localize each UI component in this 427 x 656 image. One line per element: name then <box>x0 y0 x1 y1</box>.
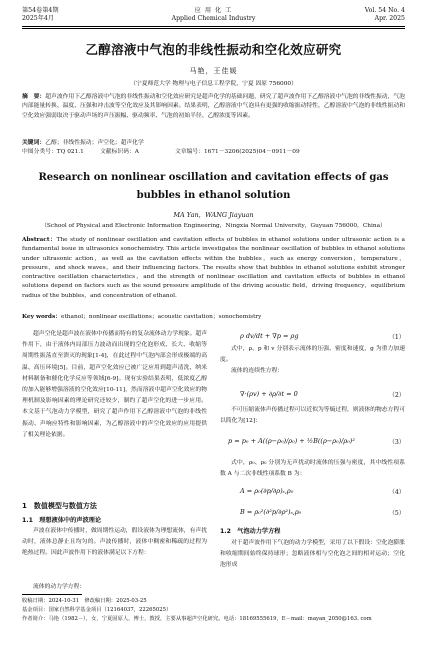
section-1-2-heading: 1.2 气泡动力学方程 <box>220 528 281 535</box>
cn-abstract-label: 摘 要： <box>22 94 46 100</box>
equation-1-number: （1） <box>388 334 405 341</box>
cn-article-id: 文章编号：1671－3206(2025)04－0911－09 <box>175 149 300 155</box>
en-title-line-1: Research on nonlinear oscillation and cavitation effects of gas <box>38 172 389 183</box>
header-volume-cn: 第54卷第4期 <box>22 7 59 14</box>
header-date-en: Apr. 2025 <box>374 15 405 22</box>
cn-abstract <box>22 93 405 131</box>
cn-keywords-text: 乙醇；非线性振动；声空化；超声化学 <box>45 140 144 146</box>
section-1-1-heading: 1.1 理想液体中的声波理论 <box>22 517 102 524</box>
continuity-intro: 流体的连续性方程： <box>231 368 284 374</box>
header-journal-en: Applied Chemical Industry <box>171 15 256 22</box>
cn-keywords-label: 关键词： <box>22 140 46 146</box>
right-column-text-2 <box>220 405 405 427</box>
bubble-dynamics-assumptions: 对于超声波作用下气泡的动力学模型，采用了以下假设：空化泡膨胀和收缩期间始终保持球形；忽略液体相与空化泡之间的相对运动；空化泡形成 <box>220 540 405 569</box>
cn-authors: 马艳，王佳媛 <box>189 67 238 75</box>
header-rule-thin <box>22 28 405 29</box>
left-column-lower <box>22 526 207 593</box>
en-abstract-text: The study of nonlinear oscillation and cavitation effects of bubbles in ethanol solutions under ultrasonic action is a fundamental issue in ultrasonics sonochemistry. This article investigates the nonlinear oscillation of bubbles in ethanol solutions under ultrasonic action，as well as the cavitation effects within the bubbles，such as energy conversion，temperature，pressure，and shock waves，and their influencing factors. The results show that bubbles in ethanol solutions exhibit stronger contractive oscillation characteristics，and the strength of nonlinear oscillation and cavitation effects of bubbles in ethanol solutions depend on factors such as the sound pressure amplitude of the driving acoustic field，driving frequency，equilibrium radius of the bubbles，and concentration of ethanol. <box>22 237 405 299</box>
dynamics-equation-intro: 流体的动力学方程： <box>33 584 86 590</box>
en-abstract-label: Abstract： <box>22 237 57 243</box>
equation-1: ρ dv/dt + ∇p = ρg <box>240 332 299 340</box>
equation-2: ∇·(ρv) + ∂ρ/∂t = 0 <box>240 390 298 398</box>
equation-5: B = ρ₀²(∂²p/∂ρ²)ₛ,ρ₀ <box>240 508 302 516</box>
acoustic-theory-paragraph: 声波在液体中传播时，做周期性运动，假设液体为理想流体，有声扰动时，液体总静止且均匀的。声波传播时，液体中稠密和稀疏的过程为绝热过程。因此声波作用下的液体满足以下方程： <box>22 528 207 557</box>
cn-clc: 中图分类号：TQ 021.1 <box>22 149 84 155</box>
intro-paragraph: 超声空化是超声波在液体中传播而特有的复杂流体动力学现象。超声作用下，由于液体内局部压力波动而出现的空化泡形成、长大、收缩等周期性振荡直至溃灭的现象[1-4]，在此过程中气泡内部会形成极端的高温、高压环境[5]。目前，超声空化效应已被广泛应用到超声清洗、纳米材料制备和催化化学反应等领域[6-9]。现有实验结果表明，低浓度乙醇的加入能够增强溶液的空化效应[10-11]，然而溶液中超声空化效应的物理机制及影响因素的理论研究还较少，制约了超声空化的进一步应用。本文基于气泡动力学模型，研究了超声作用下乙醇溶液中气泡的非线性振动、声响应特性和影响因素，为乙醇溶液中的声空化效应的应用提供了相关理论依据。 <box>22 331 207 438</box>
coefficient-explanation: 式中，ρ₀、ρ₀ 分别为无声扰动时流体的压强与密度，其中线性项系数 A 与二次非线性项系数 B 为： <box>220 460 405 478</box>
footnote-fund: 基金项目：国家自然科学基金项目（12164037，22265025） <box>22 607 172 613</box>
equation-5-number: （5） <box>388 510 405 517</box>
footnote-rule <box>22 594 82 595</box>
eq1-explanation: 式中，ρ、p 和 v 分别表示流体的压强、密度和速度，g 为重力加速度。 <box>220 346 405 364</box>
en-keywords-label: Key words： <box>22 314 62 320</box>
section-1-heading: 1 数值模型与数值方法 <box>22 502 97 510</box>
cn-abstract-text: 超声波作用下乙醇溶液中气泡的非线性振动和空化效应研究是超声化学的基础问题，研究了超声波作用下乙醇溶液中气泡的非线性振动，气泡内部能量转换、温度、压强和冲击波等空化效应及其影响因素。结果表明，乙醇溶液中气泡具有更强的收缩振动特性，乙醇溶液中气泡的非线性振动和空化效应强弱取决于驱动声场的声压振幅、驱动频率、气泡的初始半径、乙醇浓度等因素。 <box>22 94 405 119</box>
en-keywords <box>22 313 405 322</box>
en-title <box>0 169 427 205</box>
equation-4: A = ρ₀(∂p/∂ρ)ₛ,ρ₀ <box>240 487 294 495</box>
equation-2-number: （2） <box>388 392 405 399</box>
right-column-text-1 <box>220 344 405 377</box>
state-equation-intro: 不可压缩流体声传播过程可以近似为等熵过程，则液体的物态方程可以简化为[12]： <box>220 407 405 425</box>
right-column-text-3 <box>220 458 405 480</box>
cn-doc-code: 文献标识码：A <box>100 149 139 155</box>
equation-3: p = p₀ + A((ρ−ρ₀)/ρ₀) + ½B((ρ−ρ₀)/ρ₀)² <box>228 437 355 445</box>
cn-keywords <box>22 139 405 148</box>
right-column-text-4 <box>220 538 405 594</box>
header-date-cn: 2025年4月 <box>22 15 55 22</box>
en-affiliation: （School of Physical and Electronic Information Engineering，Ningxia Normal University，Guyuan 756000，China） <box>41 223 386 229</box>
left-column <box>22 329 207 497</box>
cn-title: 乙醇溶液中气泡的非线性振动和空化效应研究 <box>85 42 342 57</box>
equation-3-number: （3） <box>388 439 405 446</box>
cn-affiliation: （宁夏师范大学 物理与电子信息工程学院，宁夏 固原 756000） <box>130 81 297 87</box>
en-abstract <box>22 236 405 311</box>
header-journal-cn: 应 用 化 工 <box>194 7 233 14</box>
en-title-line-2: bubbles in ethanol solution <box>136 190 291 201</box>
en-authors: MA Yan，WANG Jiayuan <box>173 211 254 219</box>
header-rule <box>22 26 405 27</box>
footnote-author: 作者简介：马艳（1982－），女，宁夏固原人，博士，教授，主要从事超声空化研究。电话：18169555619，E－mail：mayan_2050@163. com <box>22 616 372 622</box>
header-volume-en: Vol. 54 No. 4 <box>364 7 405 14</box>
footnote-received: 收稿日期：2024-10-31 修改稿日期：2025-03-25 <box>22 598 147 604</box>
equation-4-number: （4） <box>388 489 405 496</box>
en-keywords-text: ethanol；nonlinear oscillations；acoustic cavitation；sonochemistry <box>61 314 262 320</box>
